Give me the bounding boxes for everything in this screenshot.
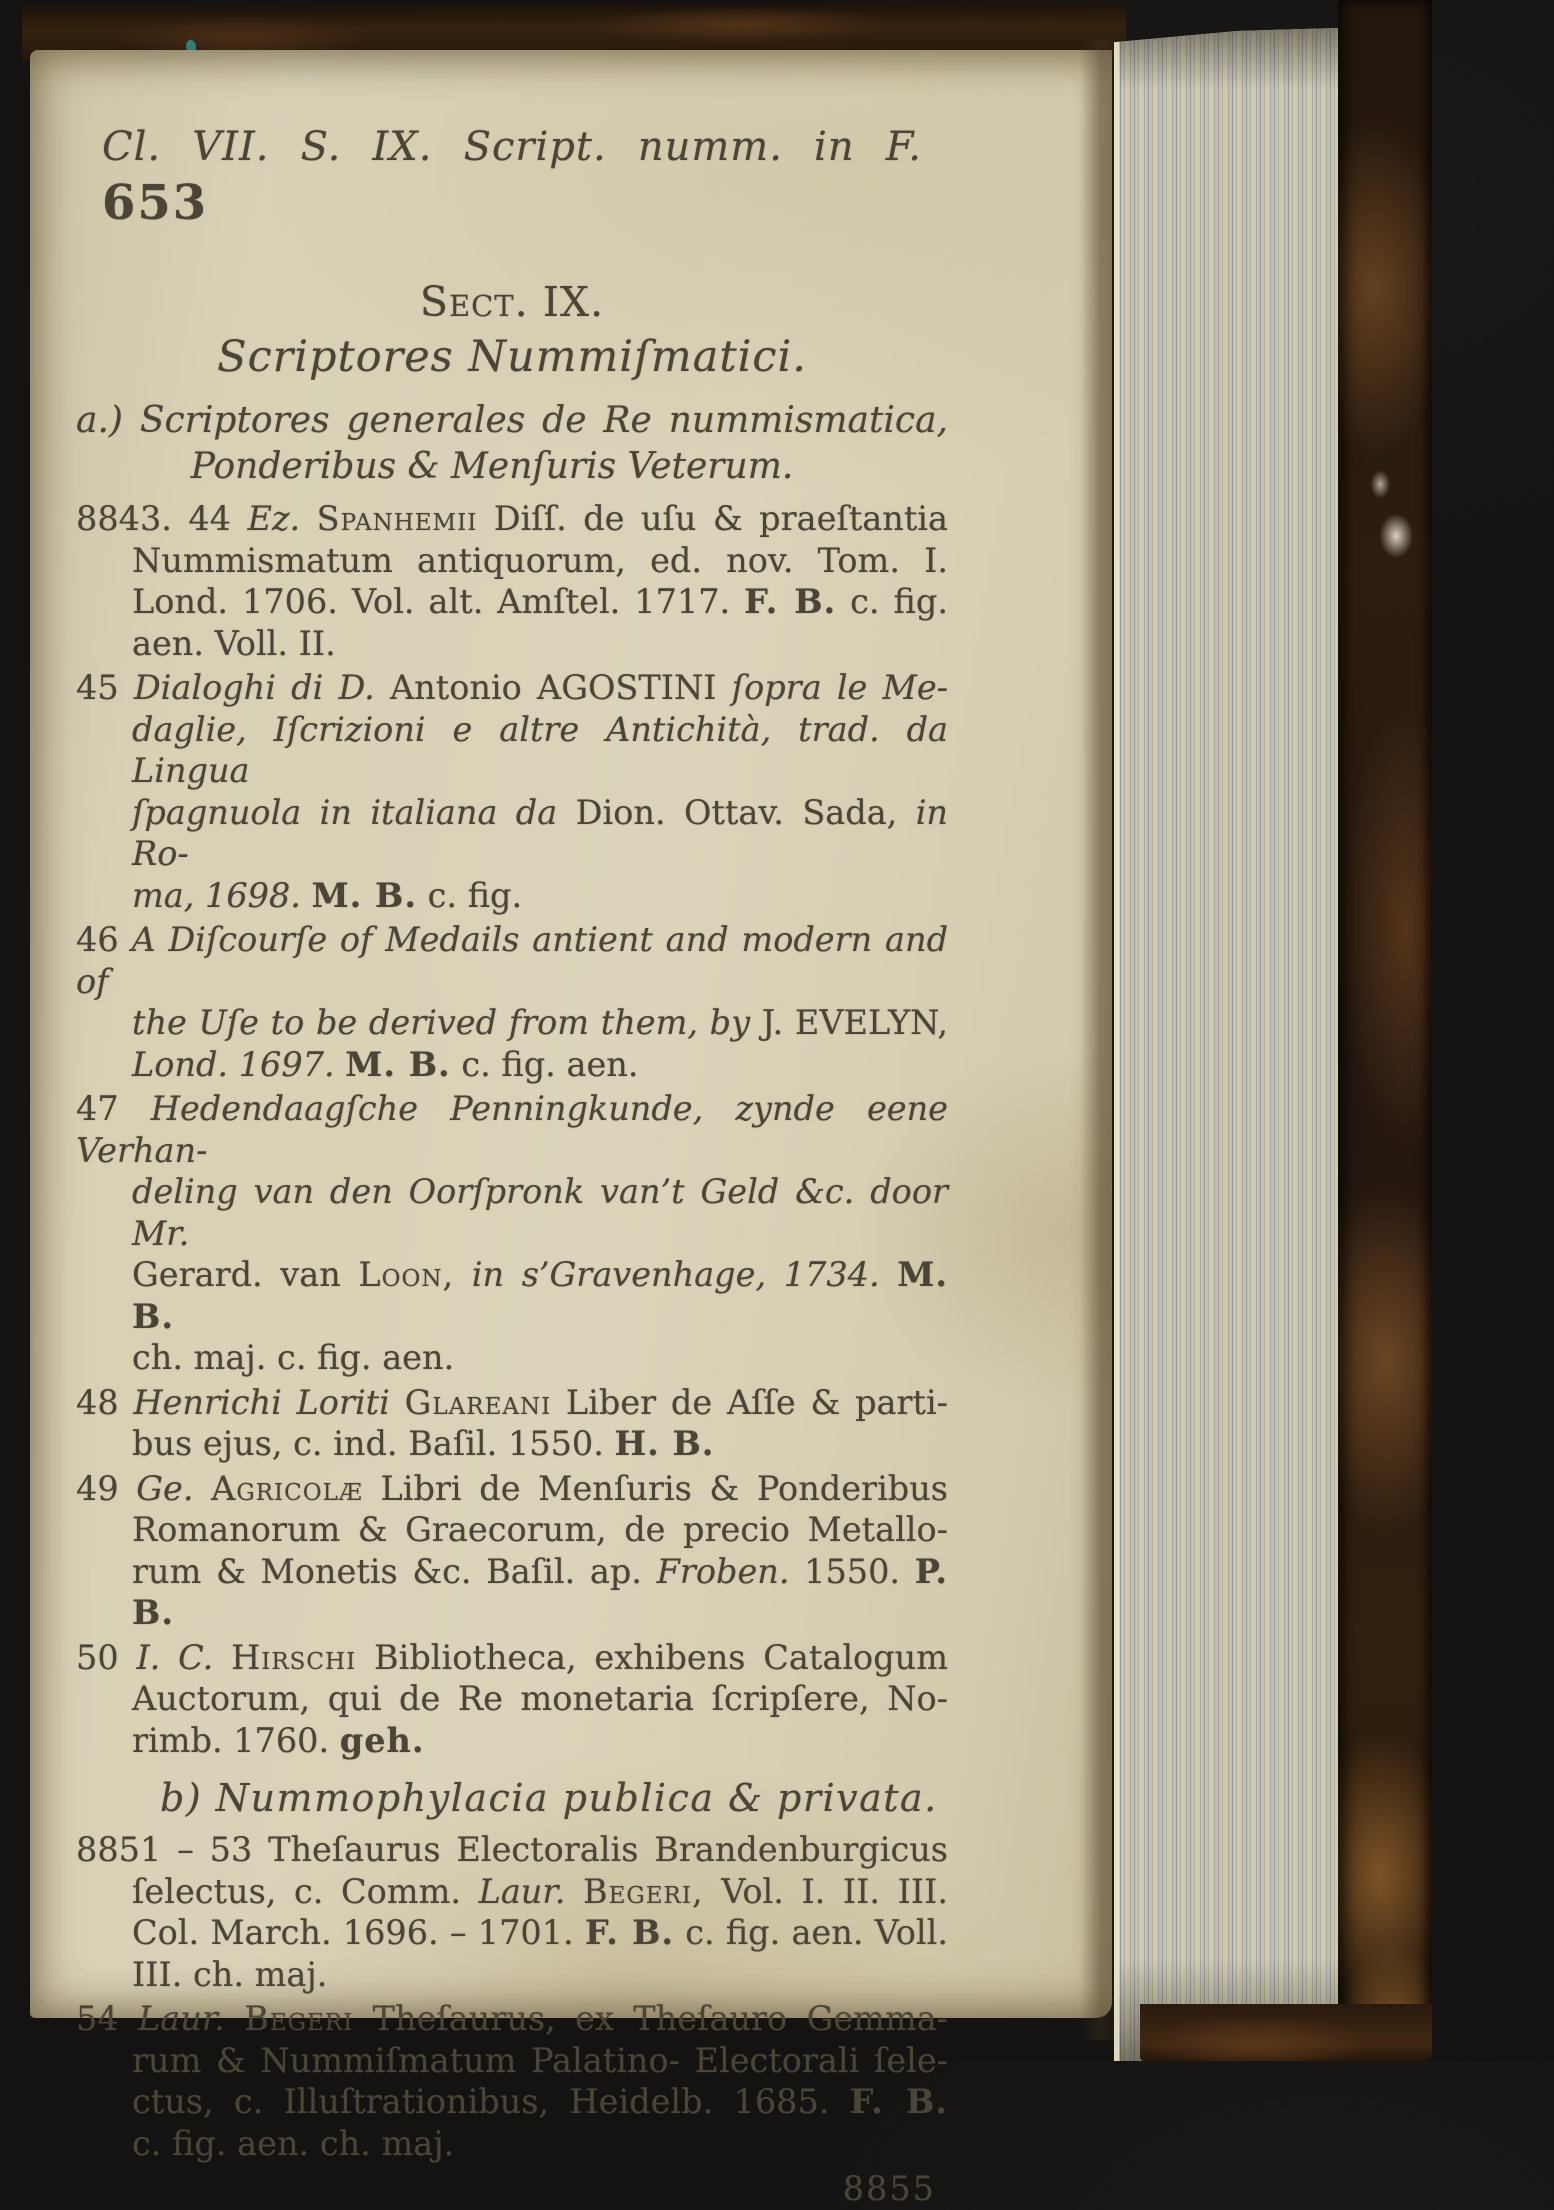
text-segment: III. ch. maj.: [132, 1954, 328, 1994]
entry-line: [76, 919, 948, 1002]
entry-line: [132, 1720, 948, 1762]
text-segment: ſopra le Me-: [731, 668, 949, 707]
text-segment: Laur.: [138, 1999, 225, 2038]
text-segment: ctus, c. Illuſtrationibus, Heidelb. 1685.: [132, 2082, 850, 2121]
entry-line: [132, 1254, 948, 1337]
text-segment: a.) Scriptores generales de Re nummismatica,: [76, 400, 948, 441]
text-segment: M. B.: [345, 1044, 451, 1084]
text-segment: F. B.: [584, 1913, 675, 1952]
leather-cover-edge: [1338, 0, 1432, 2061]
text-segment: geh.: [339, 1720, 425, 1760]
entry-line: [132, 709, 948, 792]
text-segment: Lond. 1697.: [132, 1044, 346, 1084]
text-segment: Liber de Aſſe & parti-: [551, 1382, 949, 1422]
text-segment: Vol. I. II. III.: [703, 1871, 948, 1911]
catalog-entry-49: [76, 1468, 948, 1634]
text-segment: ch. maj. c. fig. aen.: [132, 1338, 455, 1377]
text-segment: the Uſe to be derived from them, by: [132, 1003, 762, 1042]
text-segment: Spanhemii: [316, 499, 478, 538]
entry-line: [132, 792, 948, 875]
text-segment: Dion. Ottav. Sada,: [575, 792, 898, 832]
entry-line: [76, 1088, 948, 1171]
entry-line: [132, 1423, 948, 1465]
entry-line: [132, 1337, 948, 1379]
catchword-number: 8855: [842, 2169, 936, 2208]
text-segment: Diſſ. de uſu & praeſtantia: [477, 499, 948, 538]
entry-line: [76, 1998, 948, 2040]
text-segment: ſelectus, c. Comm.: [132, 1871, 479, 1911]
text-segment: F. B.: [744, 582, 837, 621]
entry-line: [132, 623, 948, 665]
text-segment: aen. Voll. II.: [132, 623, 336, 663]
subsection-a-line: [76, 398, 948, 444]
text-segment: Libri de Menſuris & Ponderibus: [362, 1468, 948, 1508]
text-segment: Theſaurus, ex Theſauro Gemma-: [353, 1999, 949, 2038]
text-segment: b) Nummophylacia publica & privata.: [160, 1776, 938, 1820]
entry-line: [132, 1954, 948, 1996]
text-segment: Sect. IX.: [419, 278, 605, 326]
text-segment: I. C.: [136, 1637, 214, 1677]
entry-line: [76, 667, 948, 709]
entry-line: [132, 875, 948, 917]
text-segment: Antonio AGOSTINI: [374, 668, 732, 707]
catalog-entry-48: [76, 1382, 948, 1465]
text-segment: Gerard. van: [132, 1255, 359, 1294]
text-segment: Romanorum & Graecorum, de precio Metallo-: [132, 1510, 948, 1549]
text-segment: H. B.: [614, 1424, 715, 1463]
text-segment: ma, 1698.: [132, 875, 312, 915]
text-segment: [225, 1999, 244, 2038]
section-label: [76, 278, 948, 326]
text-segment: ſpagnuola in italiana da: [132, 792, 576, 832]
text-segment: 47: [76, 1089, 151, 1128]
text-segment: M. B.: [311, 875, 417, 915]
catalog-entry-8851-53: [76, 1829, 948, 1995]
text-segment: rum & Monetis &c. Baſil. ap.: [132, 1551, 657, 1591]
text-segment: Henrichi Loriti: [133, 1382, 405, 1422]
entry-line: [76, 498, 948, 540]
text-segment: c. fig.: [416, 875, 523, 915]
text-segment: Lond. 1706. Vol. alt. Amſtel. 1717.: [132, 582, 745, 621]
entry-line: [132, 1551, 948, 1634]
entry-line: [132, 2081, 948, 2123]
book-page: [30, 50, 1112, 2208]
section-title: [76, 332, 948, 382]
leather-cover-bottom-corner: [1140, 2004, 1432, 2061]
catalog-entry-47: [76, 1088, 948, 1379]
text-segment: Glareani: [404, 1382, 552, 1422]
text-segment: 54: [76, 1999, 139, 2038]
text-segment: Begeri: [244, 1999, 354, 2038]
text-segment: Dialoghi di D.: [133, 668, 375, 707]
text-segment: 48: [76, 1382, 134, 1422]
catalog-entry-46: [76, 919, 948, 1085]
text-segment: 1550.: [789, 1551, 915, 1591]
text-segment: [565, 1872, 583, 1911]
entry-line: [76, 1468, 948, 1510]
text-segment: deling van den Oorſpronk van’t Geld &c. door Mr.: [132, 1172, 948, 1253]
catalog-entries-a: [76, 498, 948, 1761]
text-segment: Bibliotheca, exhibens Catalogum: [356, 1637, 948, 1677]
text-segment: c. fig. aen. ch. maj.: [132, 2123, 455, 2163]
text-segment: F. B.: [849, 2082, 949, 2121]
text-segment: c. fig. aen. Voll.: [674, 1913, 949, 1952]
text-segment: Laur.: [478, 1871, 566, 1911]
running-header: [76, 116, 948, 234]
text-segment: c. fig.: [836, 582, 948, 621]
catalog-entries-b: [76, 1829, 948, 2164]
text-segment: 653: [102, 175, 209, 231]
entry-line: [132, 581, 948, 623]
text-segment: in Ro-: [132, 792, 948, 873]
text-segment: P. B.: [132, 1551, 949, 1632]
text-segment: Cl. VII. S. IX. Script. numm. in F.: [102, 124, 922, 170]
text-segment: J. EVELYN,: [761, 1003, 948, 1042]
entry-line: [132, 1871, 948, 1913]
catalog-entry-54: [76, 1998, 948, 2164]
page-gutter-shadow: [1080, 40, 1118, 2040]
page-text-block: [76, 116, 948, 2210]
text-segment: A Diſcourſe of Medails antient and modern and of: [76, 920, 949, 1001]
text-segment: bus ejus, c. ind. Baſil. 1550.: [132, 1424, 615, 1463]
text-segment: Ponderibus & Menſuris Veterum.: [190, 446, 794, 487]
text-segment: Loon,: [358, 1255, 455, 1294]
text-segment: 8843. 44: [76, 499, 248, 538]
subsection-a-heading: [76, 398, 948, 490]
text-segment: Begeri,: [582, 1871, 704, 1911]
catalog-entry-50: [76, 1637, 948, 1762]
text-segment: c. fig. aen.: [450, 1044, 639, 1084]
text-segment: [213, 1638, 231, 1677]
entry-line: [132, 1044, 948, 1086]
text-segment: M. B.: [132, 1255, 949, 1336]
text-segment: [194, 1469, 212, 1508]
text-segment: Auctorum, qui de Re monetaria ſcripſere, No-: [132, 1679, 948, 1718]
text-segment: daglie, Iſcrizioni e altre Antichità, trad. da Lingua: [132, 709, 948, 790]
subsection-b-heading: [160, 1773, 948, 1823]
entry-line: [76, 1382, 948, 1424]
subsection-a-line: [76, 444, 948, 490]
text-segment: Nummismatum antiquorum, ed. nov. Tom. I.: [132, 540, 948, 580]
entry-line: [132, 1171, 948, 1254]
catalog-entry-8843-44: [76, 498, 948, 664]
text-segment: Col. March. 1696. – 1701.: [132, 1913, 585, 1952]
text-segment: 45: [76, 668, 134, 707]
text-segment: Agricolæ: [211, 1468, 363, 1508]
text-segment: Hirschi: [231, 1637, 357, 1677]
text-segment: 46: [76, 920, 132, 959]
text-segment: Froben.: [656, 1551, 790, 1591]
entry-line: [132, 2123, 948, 2165]
entry-line: [132, 1912, 948, 1954]
entry-line: [132, 1678, 948, 1720]
text-segment: 49: [76, 1468, 137, 1508]
text-segment: Hedendaagſche Penningkunde, zynde eene Verhan-: [76, 1089, 949, 1170]
text-segment: Scriptores Nummiſmatici.: [217, 332, 807, 382]
text-segment: rum & Nummiſmatum Palatino- Electorali ſele-: [132, 2040, 948, 2080]
text-segment: rimb. 1760.: [132, 1720, 340, 1760]
entry-line: [132, 1002, 948, 1044]
entry-line: [132, 2040, 948, 2082]
entry-line: [76, 1829, 948, 1871]
text-segment: 8851 – 53 Theſaurus Electoralis Brandenburgicus: [76, 1830, 948, 1869]
entry-line: [132, 540, 948, 582]
catalog-entry-45: [76, 667, 948, 916]
text-segment: [300, 499, 316, 538]
entry-line: [132, 1509, 948, 1551]
entry-line: [76, 1637, 948, 1679]
text-segment: Ez.: [247, 499, 301, 538]
text-segment: Ge.: [136, 1468, 194, 1508]
text-segment: 50: [76, 1637, 137, 1677]
page-fore-edge-stack: [1114, 28, 1338, 2061]
text-segment: in s’Gravenhage, 1734.: [454, 1255, 898, 1294]
